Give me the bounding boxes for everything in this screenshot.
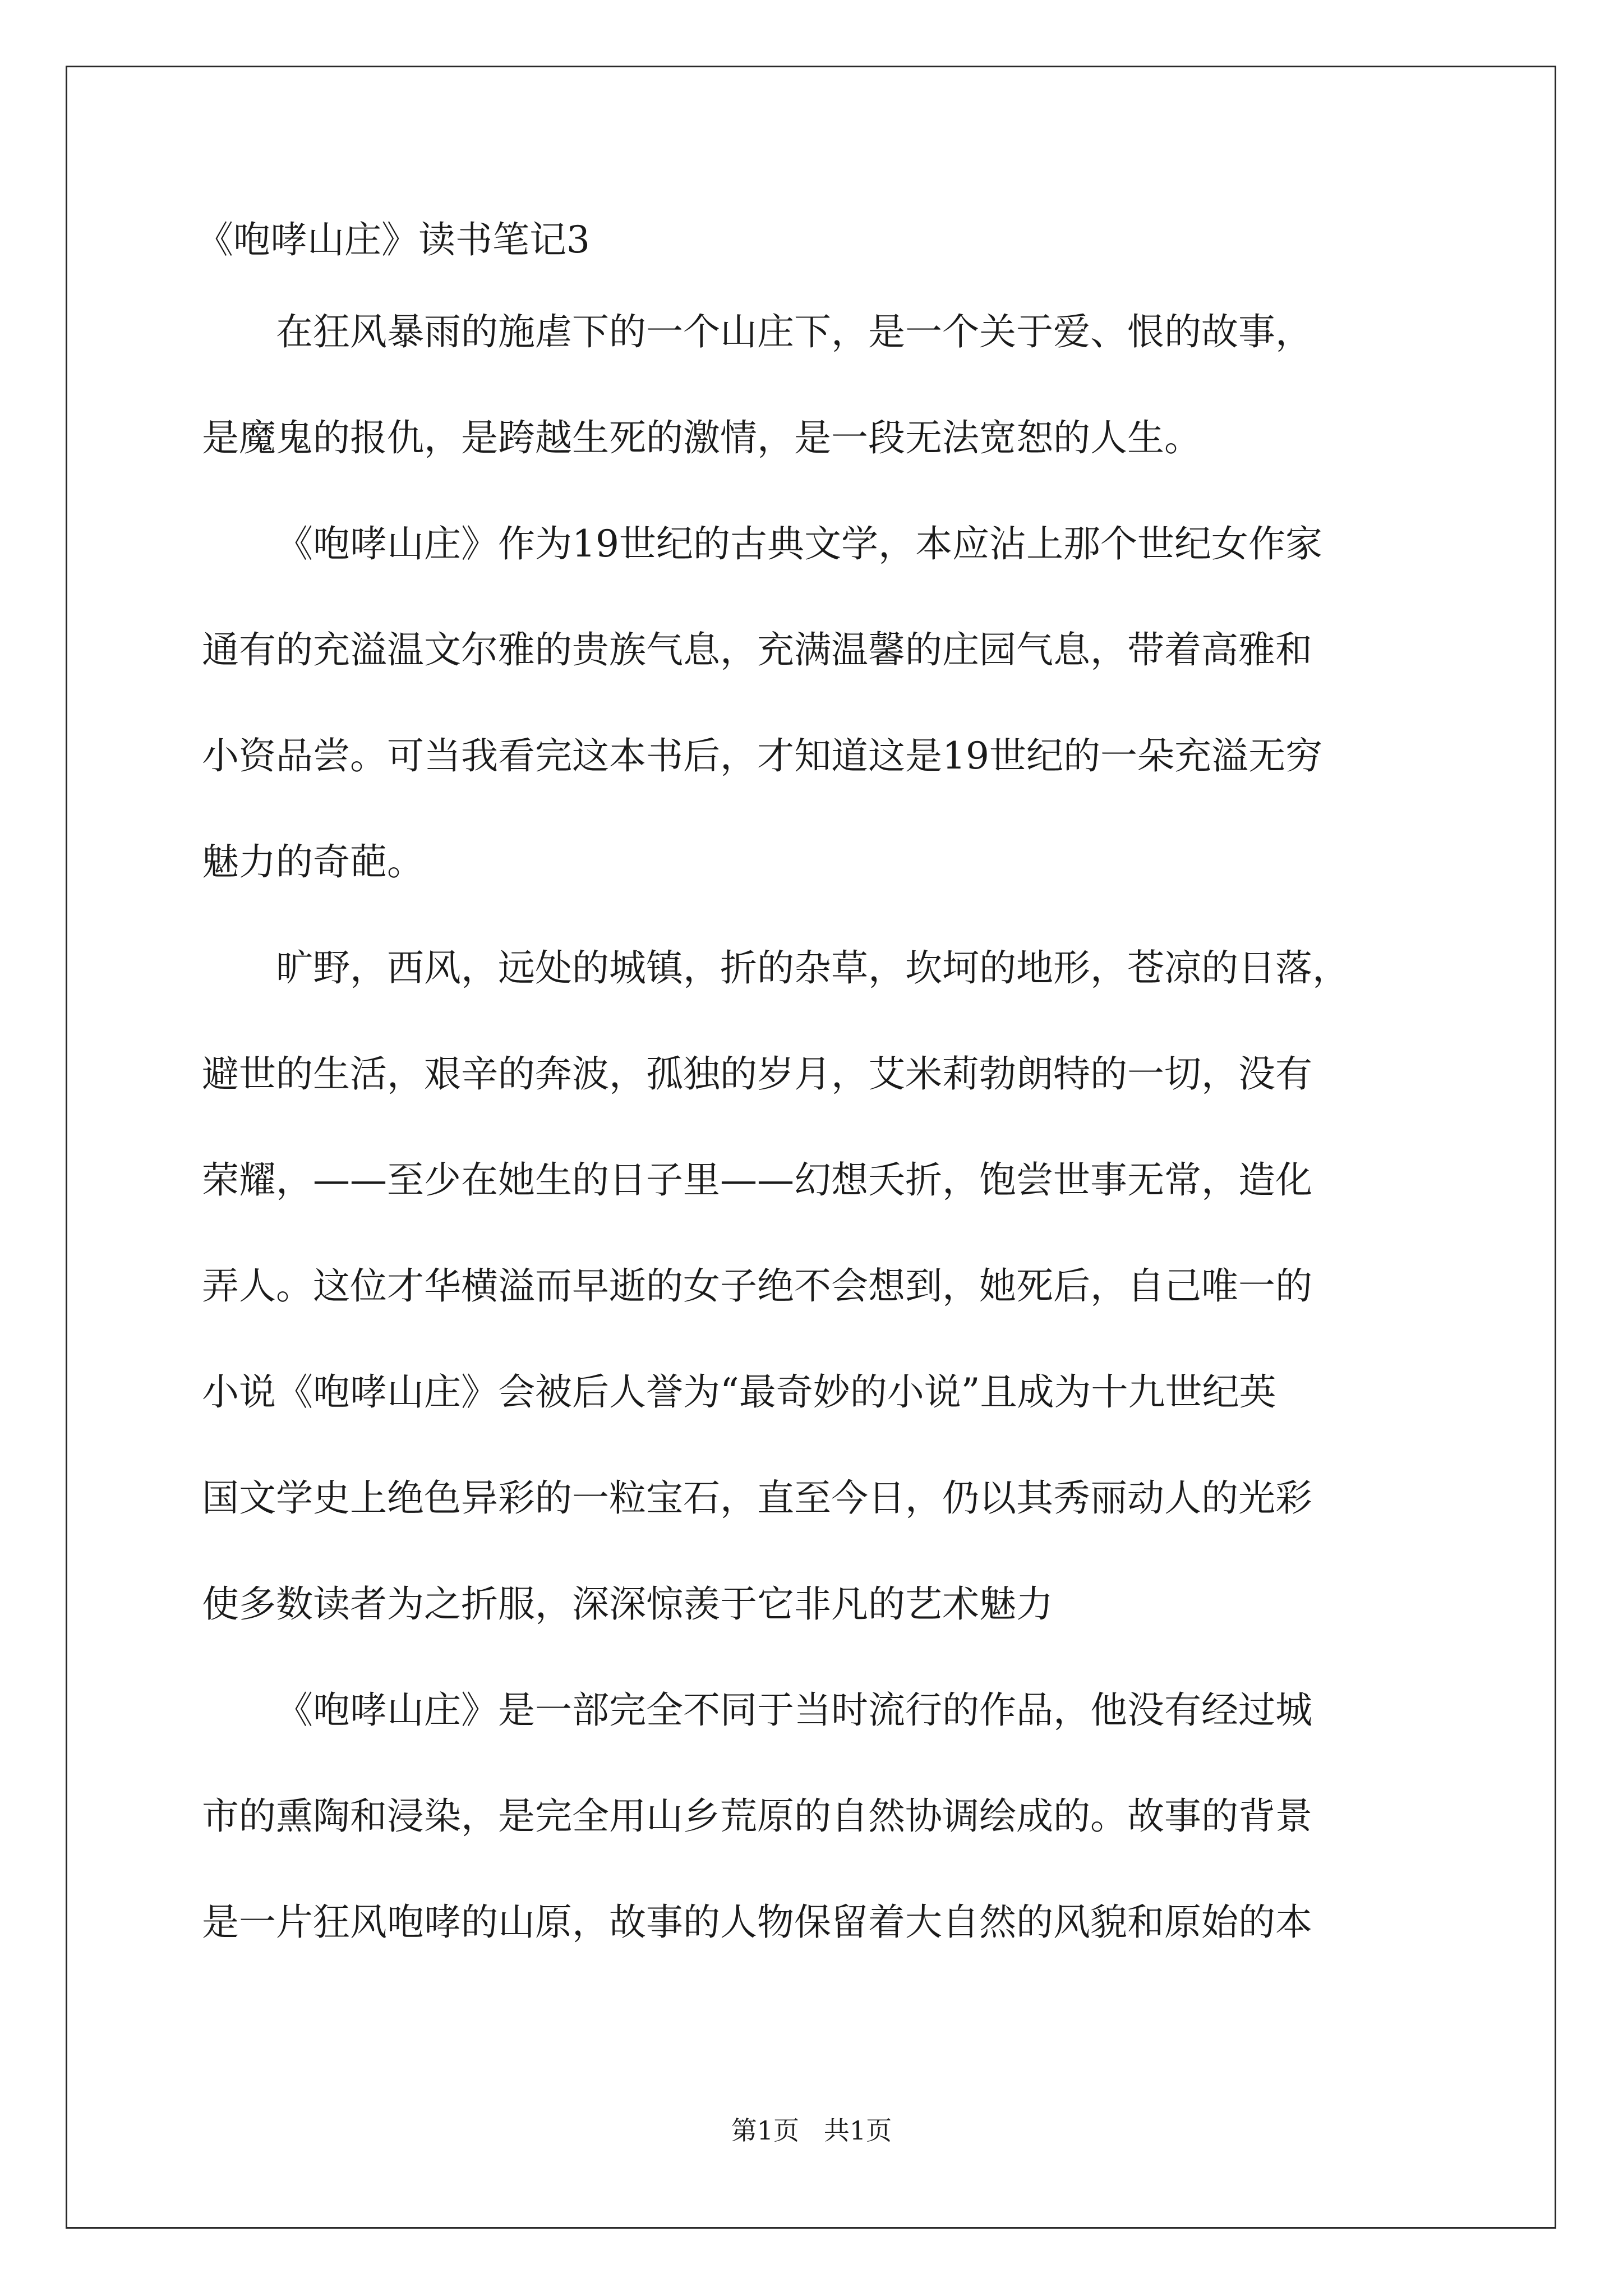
text-line: 避世的生活，艰辛的奔波，孤独的岁月，艾米莉勃朗特的一切，没有 (202, 1052, 1312, 1096)
text-line: 《咆哮山庄》作为19世纪的古典文学，本应沾上那个世纪女作家 (276, 522, 1322, 565)
document-body (202, 304, 1436, 2000)
page-footer: 第1页 共1页 (731, 2115, 892, 2146)
text-line: 小资品尝。可当我看完这本书后，才知道这是19世纪的一朵充溢无穷 (202, 734, 1322, 777)
text-line: 国文学史上绝色异彩的一粒宝石，直至今日，仍以其秀丽动人的光彩 (202, 1476, 1312, 1520)
text-line: 魅力的奇葩。 (202, 840, 424, 884)
text-line: 《咆哮山庄》是一部完全不同于当时流行的作品，他没有经过城 (276, 1688, 1312, 1732)
text-line: 通有的充溢温文尔雅的贵族气息，充满温馨的庄园气息，带着高雅和 (202, 628, 1312, 671)
document-title: 《咆哮山庄》读书笔记3 (196, 218, 590, 261)
text-line: 使多数读者为之折服，深深惊羡于它非凡的艺术魅力 (202, 1582, 1053, 1626)
text-line: 是魔鬼的报仇，是跨越生死的激情，是一段无法宽恕的人生。 (202, 416, 1201, 459)
text-line: 荣耀，——至少在她生的日子里——幻想夭折，饱尝世事无常，造化 (202, 1158, 1312, 1202)
text-line: 在狂风暴雨的施虐下的一个山庄下，是一个关于爱、恨的故事， (276, 310, 1312, 353)
text-line: 旷野，西风，远处的城镇，折的杂草，坎坷的地形，苍凉的日落， (276, 946, 1349, 990)
text-line: 市的熏陶和浸染，是完全用山乡荒原的自然协调绘成的。故事的背景 (202, 1795, 1312, 1838)
text-line: 弄人。这位才华横溢而早逝的女子绝不会想到，她死后，自己唯一的 (202, 1264, 1312, 1308)
text-line: 小说《咆哮山庄》会被后人誉为“最奇妙的小说”且成为十九世纪英 (202, 1370, 1276, 1414)
text-line: 是一片狂风咆哮的山原，故事的人物保留着大自然的风貌和原始的本 (202, 1901, 1312, 1944)
